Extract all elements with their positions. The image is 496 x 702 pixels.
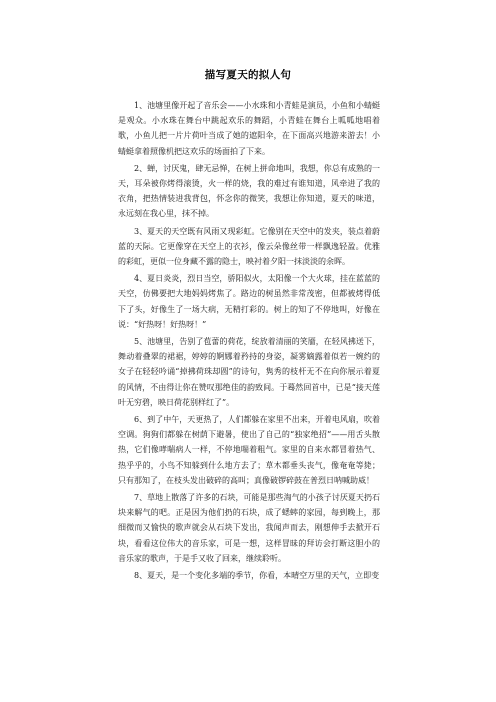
paragraph-8: 8、夏天，是一个变化多端的季节，你看，本晴空万里的天气，立即变	[134, 571, 380, 581]
document-body	[118, 98, 380, 585]
paragraph-1: 1、池塘里像开起了音乐会——小水珠和小青蛙是演员，小鱼和小蜻蜓是观众。小水珠在舞台中跳起欢乐的舞蹈，小青蛙在舞台上呱呱地唱着歌，小鱼儿把一片片荷叶当成了她的遮阳伞，在下面高兴地游来游去！小蜻蜓拿着照像机把这欢乐的场面拍了下来。	[118, 101, 380, 156]
paragraph-7: 7、草地上散落了许多的石块，可能是那些淘气的小孩子讨厌夏天扔石块来解气的吧。正是因为他们扔的石块，成了蟋蟀的家园，每到晚上，那细微而又愉快的歌声就会从石块下发出，我闻声而去，刚想伸手去掀开石块，看看这位伟大的音乐家，可是一想，这样冒昧的拜访会打断这胆小的音乐家的歌声，于是手又收了回来，继续聆听。	[118, 493, 380, 563]
paragraph-4: 4、夏日炎炎，烈日当空，骄阳似火，太阳像一个大火球，挂在蓝蓝的天空，仿佛要把大地妈妈烤焦了。路边的树虽然非常茂密，但都被烤得低下了头，好像生了一场大病，无精打彩的。树上的知了不停地叫，好像在说：“好热呀！好热呀！”	[118, 274, 380, 329]
paragraph-6: 6、到了中午，天更热了，人们都躲在家里不出来，开着电风扇，吹着空调。狗狗们都躲在树荫下避暑，使出了自己的“独家绝招”——用舌头散热，它们像哮喘病人一样，不停地喘着粗气。家里的自来水都冒着热气、热乎乎的，小鸟不知躲到什么地方去了；草木都垂头丧气，像奄奄等毙；只有那知了，在枝头发出破碎的高叫；真像破锣碎鼓在普烈日呐喊助威！	[118, 415, 380, 485]
paragraph-5: 5、池塘里，告别了苞蕾的荷花，绽放着清丽的笑靥，在轻风拂送下，舞动着叠翠的裙裾，婷婷的婀娜着矜持的身姿，凝雾嫡露着似若一婉约的女子在轻轻吟诵“掉拂荷珠却圆”的诗句，隽秀的枝杆无不在向你展示着夏的风情，不由得让你在赞叹那绝佳的韵致间。于蓦然回首中，已是“接天莲叶无穷碧，映日荷花别样红了”。	[118, 337, 380, 407]
document-title: 描写夏天的拟人句	[204, 69, 292, 81]
paragraph-3: 3、夏天的天空既有风雨又现彩虹。它像别在天空中的发夹，装点着蔚蓝的天际。它更像穿在天空上的衣衫，像云朵像丝带一样飘逸轻盈。优雅的彩虹，更似一位身藏不露的隐士，映衬着夕阳一抹淡淡的余晖。	[118, 226, 380, 267]
paragraph-2: 2、蝉，讨厌鬼，肆无忌惮，在树上拼命地叫，我想，你总有成熟的一天，耳朵被你烤得滚烫，火一样的烧，我的难过有谁知道，风牵进了我的衣角，把热情装进我背包，怀念你的微笑，我想让你知道，夏天的味道，永远刻在我心里，抹不掉。	[118, 163, 380, 219]
